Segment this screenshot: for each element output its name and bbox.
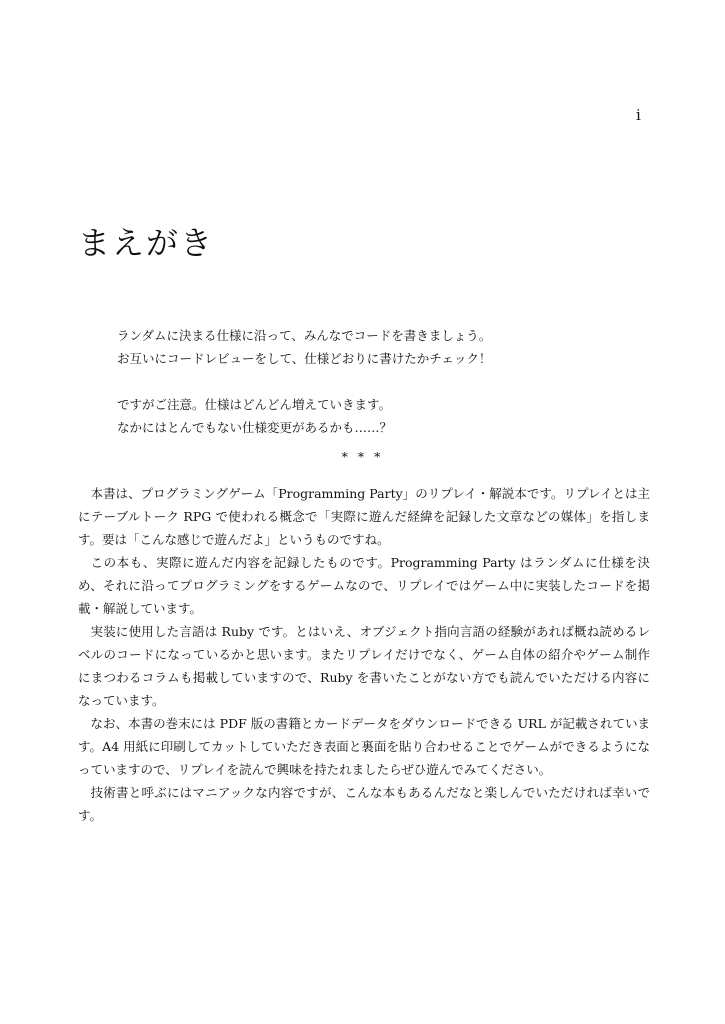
body-paragraph: 技術書と呼ぶにはマニアックな内容ですが、こんな本もあるんだなと楽しんでいただければ幸いです。: [78, 785, 650, 823]
body-paragraph: 実装に使用した言語は Ruby です。とはいえ、オブジェクト指向言語の経験があれば概ね読めるレベルのコードになっているかと思います。またリプレイだけでなく、ゲーム自体の紹介やゲーム制作にまつわるコラムも掲載していますので、Ruby を書いたことがない方でも読んでいただける内容になっています。: [78, 624, 650, 708]
section-separator: * * *: [341, 449, 384, 464]
epigraph-line: ランダムに決まる仕様に沿って、みんなでコードを書きましょう。: [117, 328, 492, 343]
body-paragraph: この本も、実際に遊んだ内容を記録したものです。Programming Party はランダムに仕様を決め、それに沿ってプログラミングをするゲームなので、リプレイではゲーム中に実装したコードを掲載・解説しています。: [78, 555, 650, 616]
epigraph-gap: [117, 370, 637, 393]
epigraph-line: ですがご注意。仕様はどんどん増えていきます。: [117, 397, 392, 412]
epigraph-line: お互いにコードレビューをして、仕様どおりに書けたかチェック！: [117, 351, 492, 366]
body-paragraph: なお、本書の巻末には PDF 版の書籍とカードデータをダウンロードできる URL が記載されています。A4 用紙に印刷してカットしていただき表面と裏面を貼り合わせることでゲームができるようになっていますので、リプレイを読んで興味を持たれましたらぜひ遊んでみてください。: [78, 716, 650, 777]
chapter-title: まえがき: [78, 224, 215, 262]
body-paragraph: 本書は、プログラミングゲーム「Programming Party」のリプレイ・解説本です。リプレイとは主にテーブルトーク RPG で使われる概念で「実際に遊んだ経緯を記録した文章などの媒体」を指します。要は「こんな感じで遊んだよ」というものですね。: [78, 486, 650, 547]
epigraph: [117, 324, 637, 439]
body-text: [78, 482, 650, 827]
page-number: i: [636, 106, 641, 124]
epigraph-line: なかにはとんでもない仕様変更があるかも……？: [117, 420, 393, 435]
